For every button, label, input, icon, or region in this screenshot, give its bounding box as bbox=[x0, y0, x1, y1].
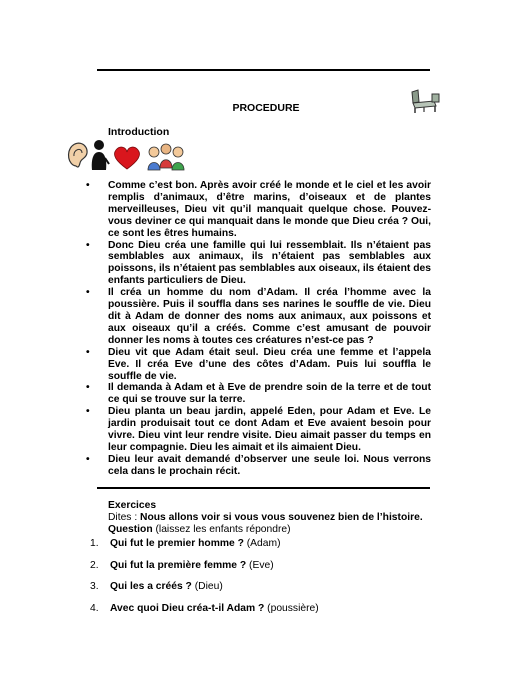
intro-heading: Introduction bbox=[108, 126, 170, 138]
dites-line bbox=[108, 512, 423, 524]
story-paragraphs bbox=[86, 180, 431, 478]
page-title: PROCEDURE bbox=[232, 102, 300, 114]
child-silhouette-icon bbox=[92, 140, 109, 170]
children-group-icon bbox=[148, 144, 184, 170]
question-text: Avec quoi Dieu créa-t-il Adam ? bbox=[110, 602, 265, 614]
list-item: • Il créa un homme du nom d’Adam. Il créa l’homme avec la poussière. Puis il souffla dans ses narines le souffle de vie. Dieu dit à Adam de donner des noms aux animaux, aux poissons et aux oiseaux qu’il a créés. Comme c’est amusant de pouvoir donner les noms à toutes ces créatures n’est-ce pas ? bbox=[86, 287, 431, 347]
question-list bbox=[90, 538, 319, 624]
list-item bbox=[90, 560, 319, 582]
question-label: Question bbox=[108, 523, 153, 535]
question-answer: (Dieu) bbox=[191, 581, 223, 592]
question-text: Qui fut la première femme ? bbox=[110, 559, 247, 571]
exercises-heading: Exercices bbox=[108, 500, 157, 511]
chair-icon bbox=[408, 88, 442, 114]
list-item: • Dieu planta un beau jardin, appelé Eden, pour Adam et Eve. Le jardin produisait tout ce dont Adam et Eve avaient besoin pour vivre. Dieu vint leur rendre visite. Dieu aimait passer du temps en leur compagnie. Dieu les aimait et ils aimaient Dieu. bbox=[86, 406, 431, 454]
list-item bbox=[90, 603, 319, 625]
question-answer: (poussière) bbox=[264, 602, 319, 614]
list-item: • Il demanda à Adam et à Eve de prendre soin de la terre et de tout ce qui se trouve sur la terre. bbox=[86, 382, 431, 406]
question-number: 1. bbox=[90, 538, 99, 549]
question-number: 2. bbox=[90, 559, 99, 571]
exercises-block bbox=[108, 500, 423, 536]
question-number: 3. bbox=[90, 581, 99, 592]
dites-label: Dites : bbox=[108, 511, 141, 523]
question-text: Qui fut le premier homme ? bbox=[110, 538, 244, 549]
dites-text: Nous allons voir si vous vous souvenez bien de l’histoire. bbox=[140, 511, 423, 523]
question-note: (laissez les enfants répondre) bbox=[152, 523, 291, 535]
question-line bbox=[108, 524, 423, 536]
ear-icon bbox=[69, 143, 88, 167]
question-answer: (Eve) bbox=[246, 559, 274, 571]
list-item bbox=[90, 538, 319, 560]
list-item: • Dieu leur avait demandé d’observer une seule loi. Nous verrons cela dans le prochain récit. bbox=[86, 454, 431, 478]
list-item: • Donc Dieu créa une famille qui lui ressemblait. Ils n’étaient pas semblables aux animaux, ils n’étaient pas semblables aux poissons, ils n’étaient pas semblables aux oiseaux, ils étaient des enfants particuliers de Dieu. bbox=[86, 240, 431, 288]
question-number: 4. bbox=[90, 602, 99, 614]
list-item: • Comme c’est bon. Après avoir créé le monde et le ciel et les avoir remplis d’animaux, d’être marins, d’oiseaux et de plantes merveilleuses, Dieu vit qu’il manquait quelque chose. Pouvez-vous deviner ce qui manquait dans le monde que Dieu créa ? Oui, ce sont les êtres humains. bbox=[86, 180, 431, 240]
top-rule bbox=[97, 69, 430, 71]
section-rule bbox=[97, 487, 430, 489]
question-answer: (Adam) bbox=[243, 538, 281, 549]
list-item bbox=[90, 581, 319, 603]
question-text: Qui les a créés ? bbox=[110, 581, 192, 592]
heart-icon bbox=[114, 147, 139, 169]
intro-icons bbox=[64, 138, 189, 174]
list-item: • Dieu vit que Adam était seul. Dieu créa une femme et l’appela Eve. Il créa Eve d’une des côtes d’Adam. Puis lui souffla le souffle de vie. bbox=[86, 347, 431, 383]
